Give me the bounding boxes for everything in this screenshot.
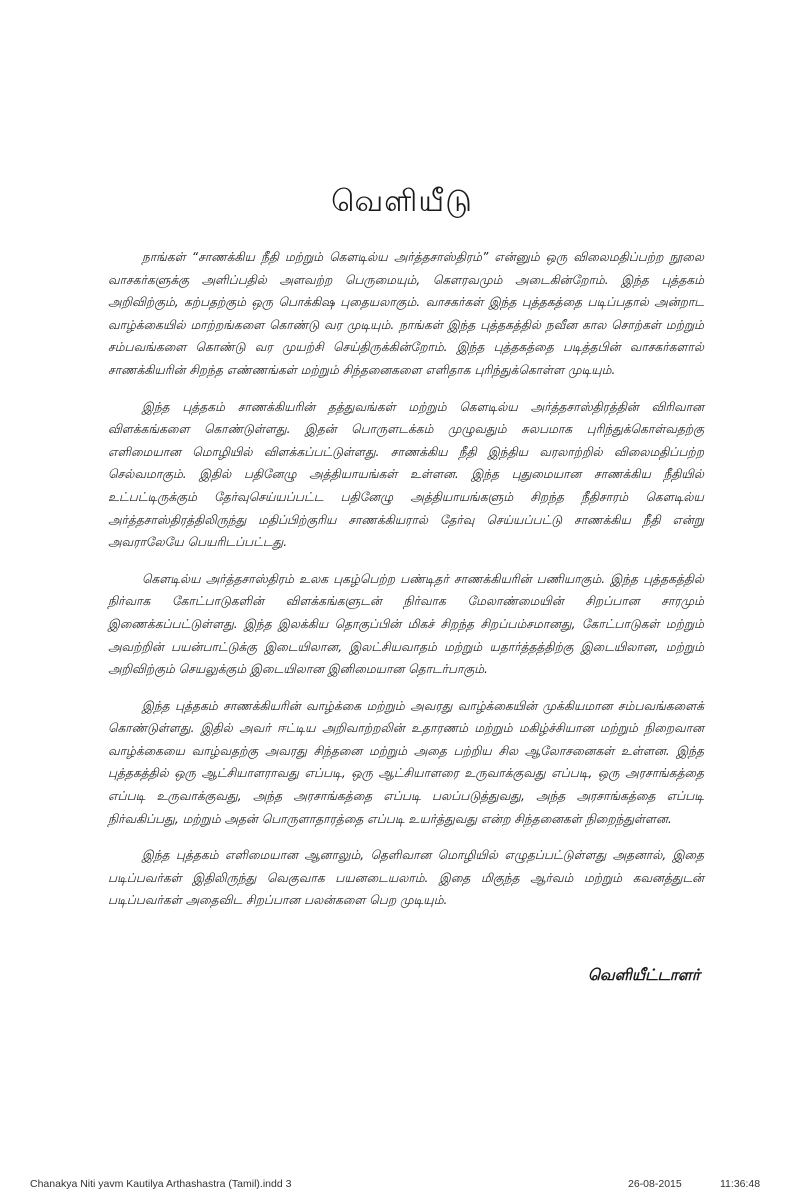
body-text bbox=[108, 246, 704, 926]
publisher-signature: வெளியீட்டாளர் bbox=[587, 966, 700, 984]
paragraph: இந்த புத்தகம் சாணக்கியரின் வாழ்க்கை மற்றும் அவரது வாழ்க்கையின் முக்கியமான சம்பவங்களைக் கொண்டுள்ளது. இதில் அவர் ஈட்டிய அறிவாற்றலின் உதாரணம் மற்றும் மகிழ்ச்சியான மற்றும் நிறைவான வாழ்க்கையை வாழ்வதற்கு அவரது சிந்தனை மற்றும் அதை பற்றிய சில ஆலோசனைகள் உள்ளன. இந்த புத்தகத்தில் ஒரு ஆட்சியாளராவது எப்படி, ஒரு ஆட்சியாளரை உருவாக்குவது எப்படி, ஒரு அரசாங்கத்தை எப்படி உருவாக்குவது, அந்த அரசாங்கத்தை எப்படி பலப்படுத்துவது, அந்த அரசாங்கத்தை எப்படி நிர்வகிப்பது, மற்றும் அதன் பொருளாதாரத்தை எப்படி உயர்த்துவது என்ற சிந்தனைகள் நிறைந்துள்ளன. bbox=[108, 698, 704, 826]
page-title: வெளியீடு bbox=[331, 184, 473, 219]
footer-filename: Chanakya Niti yavm Kautilya Arthashastra (Tamil).indd 3 bbox=[30, 1178, 292, 1190]
footer-date: 26-08-2015 bbox=[628, 1178, 682, 1190]
paragraph: இந்த புத்தகம் எளிமையான ஆனாலும், தெளிவான மொழியில் எழுதப்பட்டுள்ளது அதனால், இதை படிப்பவர்கள் இதிலிருந்து வெகுவாக பயனடையலாம். இதை மிகுந்த ஆர்வம் மற்றும் கவனத்துடன் படிப்பவர்கள் அதைவிட சிறப்பான பலன்களை பெற முடியும். bbox=[108, 848, 704, 908]
paragraph: நாங்கள் “சாணக்கிய நீதி மற்றும் கௌடில்ய அர்த்தசாஸ்திரம்” என்னும் ஒரு விலைமதிப்பற்ற நூலை வாசகர்களுக்கு அளிப்பதில் அளவற்ற பெருமையும், கௌரவமும் அடைகின்றோம். இந்த புத்தகம் அறிவிற்கும், கற்பதற்கும் ஒரு பொக்கிஷ புதையலாகும். வாசகர்கள் இந்த புத்தகத்தை படிப்பதால் அன்றாட வாழ்க்கையில் மாற்றங்களை கொண்டு வர முடியும். நாங்கள் இந்த புத்தகத்தில் நவீன கால சொற்கள் மற்றும் சம்பவங்களை கொண்டு வர முயற்சி செய்திருக்கின்றோம். இந்த புத்தகத்தை படித்தபின் வாசகர்களால் சாணக்கியரின் சிறந்த எண்ணங்கள் மற்றும் சிந்தனைகளை எளிதாக புரிந்துக்கொள்ள முடியும். bbox=[108, 250, 704, 377]
paragraph: இந்த புத்தகம் சாணக்கியரின் தத்துவங்கள் மற்றும் கௌடில்ய அர்த்தசாஸ்திரத்தின் விரிவான விளக்கங்களை கொண்டுள்ளது. இதன் பொருளடக்கம் முழுவதும் சுலபமாக புரிந்துக்கொள்வதற்கு எளிமையான மொழியில் விளக்கப்பட்டுள்ளது. சாணக்கிய நீதி இந்திய வரலாற்றில் விலைமதிப்பற்ற செல்வமாகும். இதில் பதினேழு அத்தியாயங்கள் உள்ளன. இந்த புதுமையான சாணக்கிய நீதியில் உட்பட்டிருக்கும் தேர்வுசெய்யப்பட்ட பதினேழு அத்தியாயங்களும் சிறந்த நீதிசாரம் கௌடில்ய அர்த்தசாஸ்திரத்திலிருந்து மதிப்பிற்குரிய சாணக்கியரால் தேர்வு செய்யப்பட்டு சாணக்கிய நீதி என்று அவராலேயே பெயரிடப்பட்டது. bbox=[108, 399, 704, 550]
footer-time: 11:36:48 bbox=[720, 1178, 761, 1190]
paragraph: கௌடில்ய அர்த்தசாஸ்திரம் உலக புகழ்பெற்ற பண்டிதர் சாணக்கியரின் பணியாகும். இந்த புத்தகத்தில் நிர்வாக கோட்பாடுகளின் விளக்கங்களுடன் நிர்வாக மேலாண்மையின் சிறப்பான சாரமும் இணைக்கப்பட்டுள்ளது. இந்த இலக்கிய தொகுப்பின் மிகச் சிறந்த சிறப்பம்சமானது, கோட்பாடுகள் மற்றும் அவற்றின் பயன்பாட்டுக்கு இடையிலான, இலட்சியவாதம் மற்றும் யதார்த்தத்திற்கு இடையிலான, மற்றும் அறிவிற்கும் செயலுக்கும் இடையிலான இனிமையான தொடர்பாகும். bbox=[108, 571, 704, 677]
